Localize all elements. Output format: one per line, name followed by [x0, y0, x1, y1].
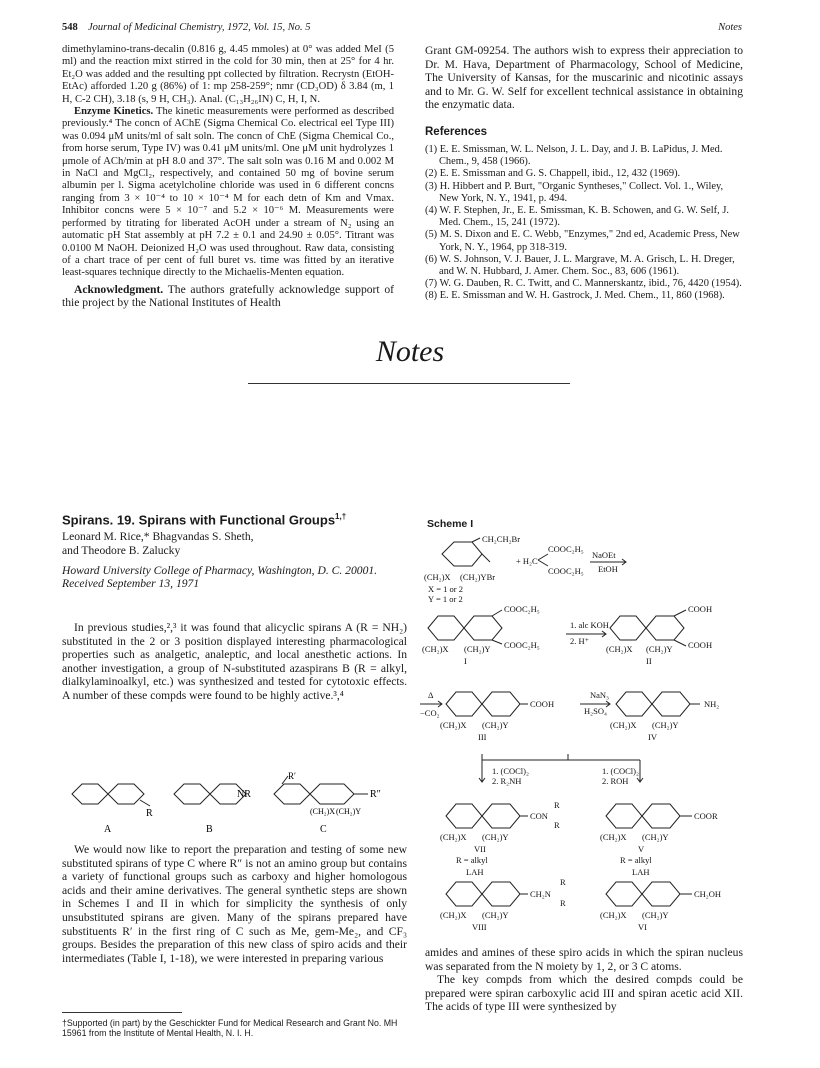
scheme-label-III: III	[478, 732, 487, 742]
label-NR: NR	[237, 789, 251, 800]
affiliation-line: Howard University College of Pharmacy, Washington, D. C. 20001.	[62, 563, 378, 577]
scheme-cooh-c: COOH	[530, 699, 555, 709]
enzyme-kinetics-text: The kinetic measurements were performed as described previously.⁴ The concn of AChE (Sigma Chemical Co. electrical eel Type III) was 0.094 μM units/ml of salt soln. The concn of ChE (Sigma Chemical Co., from horse serum, Type IV) was 0.41 μM units/ml. One μM unit hydrolyzes 1 μmole of ACh/min at pH 8.0 and 37°. The salt soln was 0.16 M and 0.002 M in NaCl and MgCl₂, respectively, and contained 50 mg of bovine serum albumin per l. Sigma acetylcholine chloride was used in 6 different concns ranging from 3 × 10⁻⁴ to 10 × 10⁻⁴ M for each detn of Km and Vmax. Inhibitor concns were 5 × 10⁻⁷ and 5.2 × 10⁻⁶ M. Measurements were performed by titrating for liberated AcOH under a stream of N₂ using an automatic pH Stat assembly at pH 7.2 ± 0.1 and 24.90 ± 0.05°. Titrant was 0.0100 M NaOH. Deionized H₂O was used throughout. Raw data, consisting of a chart trace of per cent of full buret vs. time was fitted by an iterative least-squares technique directly to the Michaelis-Menten equation.	[62, 106, 394, 279]
bottom-right-text	[425, 946, 743, 1014]
scheme-delta: Δ	[428, 690, 434, 700]
label-ch2x: (CH₂)X	[310, 807, 336, 816]
references-list	[425, 144, 743, 303]
reference-item: (1) E. E. Smissman, W. L. Nelson, J. L. Day, and J. B. LaPidus, J. Med. Chem., 9, 458 (1966).	[425, 143, 723, 168]
enzyme-kinetics-paragraph	[62, 106, 394, 280]
article-title	[62, 512, 407, 527]
title-footnote-marks: 1,†	[335, 512, 347, 521]
scheme-naoet: NaOEt	[592, 550, 616, 560]
top-left-column	[62, 44, 394, 310]
scheme-title: Scheme I	[427, 518, 474, 530]
amides-paragraph: amides and amines of these spiro acids in which the spiran nucleus was separated from the N moiety by 1, 2, or 3 C atoms.	[425, 946, 743, 973]
scheme-ch2x-r5b: (CH₂)X	[600, 910, 627, 920]
scheme-r-top: R	[554, 800, 560, 810]
scheme-ch2y-r2: (CH₂)Y	[464, 644, 491, 654]
grant-paragraph: Grant GM-09254. The authors wish to express their appreciation to Dr. M. Hava, Department of Pharmacology, School of Medicine, The University of Kansas, for the muscarinic and nicotinic assays and to Mr. G. W. Self for excellent technical assistance in obtaining the enzymatic data.	[425, 44, 743, 112]
scheme-r-top-2: R	[560, 877, 566, 887]
scheme-lah-left: LAH	[466, 867, 484, 877]
scheme-r-alkyl-right: R = alkyl	[620, 855, 652, 865]
page-number: 548	[62, 22, 78, 33]
reference-item: (2) E. E. Smissman and G. S. Chappell, ibid., 12, 432 (1969).	[425, 168, 681, 180]
scheme-ch2y-r5b: (CH₂)Y	[642, 910, 669, 920]
label-Rprime: R′	[288, 772, 296, 781]
scheme-cooh-b: COOH	[688, 640, 713, 650]
scheme-ch2ch2br: CH₂CH₂Br	[482, 534, 521, 544]
ring-A2	[108, 784, 144, 804]
reference-item: (7) W. G. Dauben, R. C. Twitt, and C. Mannerskantz, ibid., 76, 4420 (1954).	[425, 278, 742, 290]
scheme-ch2x-r5: (CH₂)X	[440, 910, 467, 920]
footnote: †Supported (in part) by the Geschickter Fund for Medical Research and Grant No. MH 15961 from the Institute of Mental Health, N. I. H.	[62, 1018, 398, 1039]
experimental-paragraph: dimethylamino-trans-decalin (0.816 g, 4.45 mmoles) at 0° was added MeI (5 ml) and the reaction mixt stirred in the cold for 30 min, then at 25° for 4 hr. Et₂O was added and the resulting ppt collected by filtration. Recrystn (EtOH-EtAc) afforded 1.20 g (86%) of 1: mp 258-259°; nmr (CD₃OD) δ 3.84 (m, 1 H, C-2 CH), 3.18 (s, 9 H, CH₃). Anal. (C₁₃H₂₆IN) C, H, I, N.	[62, 44, 394, 105]
label-Rdprime: R″	[370, 789, 381, 800]
reference-item: (6) W. S. Johnson, V. J. Bauer, J. L. Margrave, M. A. Grisch, L. H. Dreger, and W. N. Hubbard, J. Amer. Chem. Soc., 83, 606 (1961).	[425, 253, 735, 277]
scheme-ch2y-r2b: (CH₂)Y	[646, 644, 673, 654]
scheme-ch2y-r5: (CH₂)Y	[482, 910, 509, 920]
second-paragraph	[62, 843, 407, 965]
scheme-cocl-left: 1. (COCl)₂	[492, 766, 529, 776]
scheme-h-plus: 2. H⁺	[570, 636, 590, 646]
scheme-label-II: II	[646, 656, 652, 666]
scheme-con: CON	[530, 811, 548, 821]
key-compounds-paragraph: The key compds from which the desired compds could be prepared were spiran carboxylic acid III and spiran acetic acid XII. The acids of type III were synthesized by	[425, 973, 743, 1014]
reference-item: (4) W. F. Stephen, Jr., E. E. Smissman, K. B. Schowen, and G. W. Self, J. Med. Chem., 15, 241 (1972).	[425, 204, 729, 229]
scheme-cooc2h5-a: COOC₂H₅	[548, 544, 584, 554]
scheme-cooc2h5-b: COOC₂H₅	[548, 566, 584, 576]
scheme-ch2oh: CH₂OH	[694, 889, 722, 899]
scheme-y-values: Y = 1 or 2	[428, 594, 463, 604]
para-previous-studies: In previous studies,²,³ it was found that alicyclic spirans A (R = NH₂) substituted in the 2 or 3 position displayed interesting pharmacological properties such as analgetic, analeptic, and local anesthetic actions. In another investigation, a group of N-substituted azaspirans B (R = alkyl, dialkylaminoalkyl, etc.) was synthesized and tested for cytotoxic effects. A number of these compds were found to be highly active.³,⁴	[62, 621, 407, 702]
scheme-ch2y-r4b: (CH₂)Y	[642, 832, 669, 842]
title-rule	[248, 383, 570, 384]
ring-B1	[174, 784, 210, 804]
scheme-ch2ybr: (CH₂)YBr	[460, 572, 496, 582]
label-R: R	[146, 808, 153, 819]
scheme-nan3: NaN₃	[590, 690, 610, 700]
acknowledgment-text: The authors gratefully acknowledge support of thie project by the National Institutes of Health	[62, 282, 394, 310]
structures-abc	[62, 772, 407, 834]
acknowledgment-paragraph	[62, 283, 394, 310]
scheme-ch2x-r2: (CH₂)X	[422, 644, 449, 654]
article-title-text: Spirans. 19. Spirans with Functional Groups	[62, 512, 336, 528]
scheme-ch2x-r1: (CH₂)X	[424, 572, 451, 582]
scheme-r-bottom-2: R	[560, 898, 566, 908]
scheme-label-IV: IV	[648, 732, 657, 742]
scheme-ch2y-r4: (CH₂)Y	[482, 832, 509, 842]
authors-line: and Theodore B. Zalucky	[62, 543, 181, 557]
scheme-ch2y-r3b: (CH₂)Y	[652, 720, 679, 730]
article-header	[62, 512, 407, 591]
scheme-label-VII: VII	[474, 844, 486, 854]
scheme-etoh: EtOH	[598, 564, 618, 574]
scheme-ch2x-r4: (CH₂)X	[440, 832, 467, 842]
acknowledgment-heading: Acknowledgment.	[74, 282, 164, 296]
running-header	[62, 22, 742, 38]
label-C: C	[320, 824, 327, 834]
scheme-label-V: V	[638, 844, 645, 854]
scheme-lah-right: LAH	[632, 867, 650, 877]
scheme-label-VI: VI	[638, 922, 647, 932]
scheme-ch2y-r3: (CH₂)Y	[482, 720, 509, 730]
intro-paragraph	[62, 621, 407, 703]
scheme-i-diagram	[420, 532, 750, 936]
scheme-r2nh: 2. R₂NH	[492, 776, 522, 786]
scheme-r-alkyl-left: R = alkyl	[456, 855, 488, 865]
references-heading: References	[425, 125, 488, 138]
footnote-rule	[62, 1012, 182, 1013]
reference-item: (8) E. E. Smissman and W. H. Gastrock, J. Med. Chem., 11, 860 (1968).	[425, 290, 725, 302]
scheme-ch2x-r4b: (CH₂)X	[600, 832, 627, 842]
scheme-minus-co2: −CO₂	[420, 708, 440, 718]
top-right-column	[425, 44, 743, 303]
label-ch2y: (CH₂)Y	[336, 807, 362, 816]
scheme-cooh-a: COOH	[688, 604, 713, 614]
section-label: Notes	[718, 22, 742, 33]
scheme-x-values: X = 1 or 2	[428, 584, 464, 594]
scheme-ch2x-r3b: (CH₂)X	[610, 720, 637, 730]
label-A: A	[104, 824, 112, 834]
journal-citation: Journal of Medicinal Chemistry, 1972, Vol. 15, No. 5	[88, 22, 311, 33]
scheme-ch2n: CH₂N	[530, 889, 551, 899]
scheme-roh: 2. ROH	[602, 776, 629, 786]
enzyme-kinetics-heading: Enzyme Kinetics.	[74, 106, 154, 118]
para-new-spirans: We would now like to report the preparation and testing of some new substituted spirans of type C where R″ is not an amino group but contains a variety of functional groups such as carboxy and higher homologous acids and their amine derivatives. The general synthetic steps are shown in Schemes I and II in which for simplicity the synthesis of only unsubstituted spirans are given. Many of the spirans prepared have substituents R′ in the first ring of C such as Me, gem-Me₂, and CF₃ groups. Besides the preparation of this new class of spiro acids and their intermediates (Table I, 1-18), we were interested in preparing various	[62, 843, 407, 965]
ring-C2	[310, 784, 354, 804]
authors-line: Leonard M. Rice,* Bhagvandas S. Sheth,	[62, 530, 254, 544]
ring-A1	[72, 784, 108, 804]
scheme-cooc2h5-d: COOC₂H₅	[504, 640, 540, 650]
scheme-coor: COOR	[694, 811, 718, 821]
bond-A-R	[140, 800, 150, 806]
authors	[62, 530, 407, 557]
scheme-cocl-right: 1. (COCl)₂	[602, 766, 639, 776]
scheme-label-VIII: VIII	[472, 922, 487, 932]
scheme-r-bottom: R	[554, 820, 560, 830]
affiliation	[62, 564, 407, 591]
reference-item: (3) H. Hibbert and P. Burt, "Organic Syntheses," Collect. Vol. 1., Wiley, New York, N. Y., 1941, p. 494.	[425, 180, 724, 204]
label-B: B	[206, 824, 213, 834]
reference-item: (5) M. S. Dixon and E. C. Webb, "Enzymes," 2nd ed, Academic Press, New York, N. Y., 1964, pp 318-319.	[425, 229, 740, 253]
received-date: Received September 13, 1971	[62, 577, 200, 591]
scheme-h2so4: H₂SO₄	[584, 706, 607, 716]
scheme-nh2: NH₂	[704, 699, 720, 709]
ring-C1	[274, 784, 310, 804]
scheme-ch2x-r2b: (CH₂)X	[606, 644, 633, 654]
notes-section-title: Notes	[375, 335, 445, 368]
scheme-cooc2h5-c: COOC₂H₅	[504, 604, 540, 614]
scheme-h2c: + H₂C	[516, 556, 538, 566]
scheme-ch2x-r3: (CH₂)X	[440, 720, 467, 730]
scheme-alc-koh: 1. alc KOH	[570, 620, 609, 630]
scheme-label-I: I	[464, 656, 467, 666]
